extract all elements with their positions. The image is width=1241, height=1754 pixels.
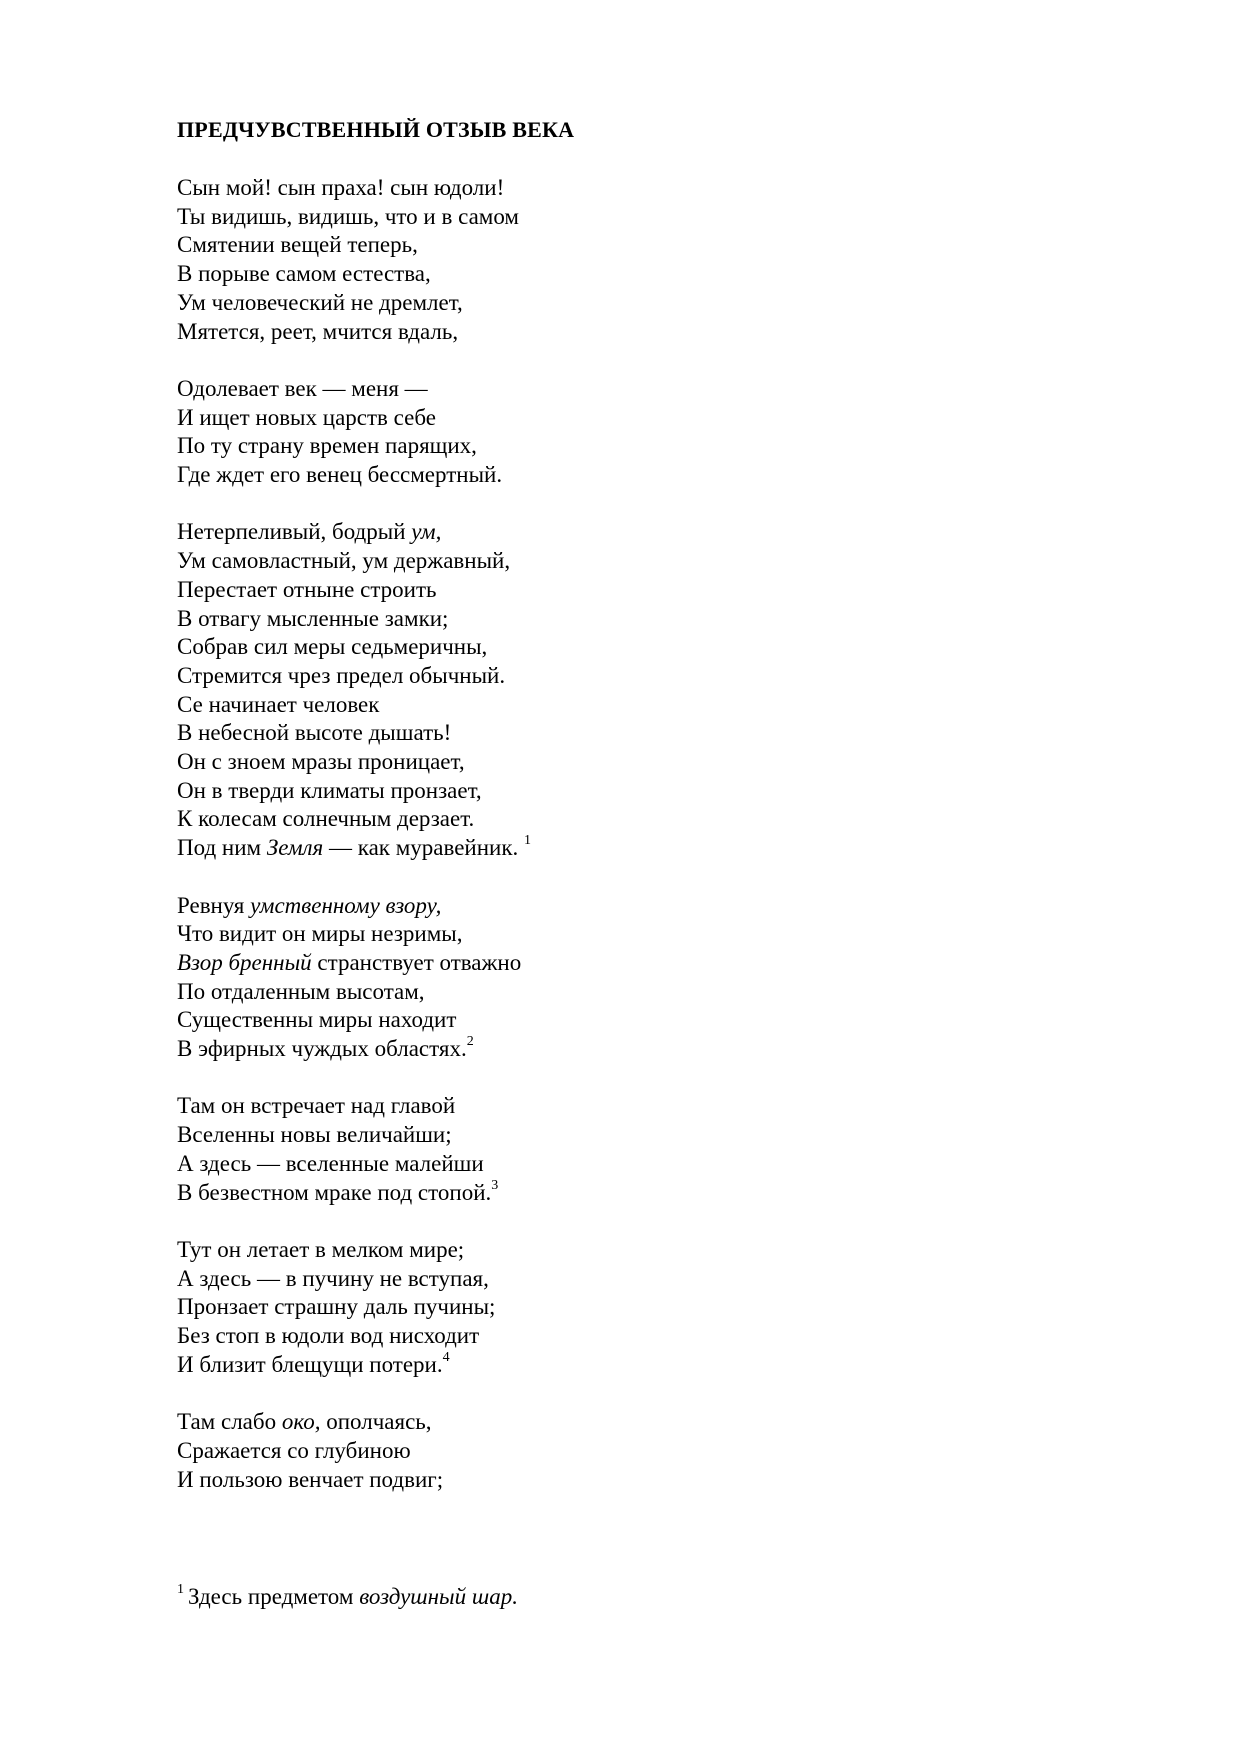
poem-line [177,174,997,203]
line-text: В отвагу мысленные замки; [177,605,449,631]
stanza [177,892,997,1064]
line-text: По отдаленным высотам, [177,978,425,1004]
footnote-ref: 4 [442,1349,450,1365]
italic-text: ум, [411,519,442,545]
poem-line [177,518,997,547]
line-text: Там слабо [177,1409,282,1435]
footnote-marker: 1 [177,1582,184,1597]
line-text: Ум человеческий не дремлет, [177,289,463,315]
poem-line [177,1035,997,1064]
poem-line [177,1437,997,1466]
stanza [177,174,997,346]
footnote [177,1584,518,1610]
poem-line [177,662,997,691]
line-text: А здесь — вселенные малейши [177,1150,484,1176]
line-text: Что видит он миры незримы, [177,921,463,947]
line-text: Тут он летает в мелком мире; [177,1236,465,1262]
poem-line [177,260,997,289]
poem-line [177,375,997,404]
line-text: Ревнуя [177,892,251,918]
line-text: В небесной высоте дышать! [177,720,452,746]
line-text: И пользою венчает подвиг; [177,1466,444,1492]
line-text: Где ждет его венец бессмертный. [177,462,503,488]
stanza [177,518,997,862]
poem-line [177,203,997,232]
poem-line [177,432,997,461]
stanza [177,375,997,490]
poem-line [177,1006,997,1035]
poem-line [177,1466,997,1495]
poem-line [177,920,997,949]
footnote-ref: 3 [491,1177,499,1193]
footnote-ref: 1 [524,833,532,849]
line-text: А здесь — в пучину не вступая, [177,1265,489,1291]
stanza [177,1236,997,1380]
poem-line [177,404,997,433]
line-text: — как муравейник. [323,835,525,861]
stanza [177,1408,997,1494]
poem-line [177,1322,997,1351]
poem-line [177,719,997,748]
line-text: Существенны миры находит [177,1007,457,1033]
italic-text: Земля [266,835,324,861]
poem-line [177,1351,997,1380]
line-text: Вселенны новы величайши; [177,1122,452,1148]
poem-line [177,777,997,806]
stanza [177,1092,997,1207]
poem-line [177,633,997,662]
poem-line [177,892,997,921]
footnote-text: Здесь предметом [188,1584,360,1609]
poem-line [177,1121,997,1150]
poem-line [177,805,997,834]
line-text: странствует отважно [311,949,522,975]
poem-line [177,1150,997,1179]
line-text: Сын мой! сын праха! сын юдоли! [177,175,505,200]
line-text: По ту страну времен парящих, [177,433,477,459]
poem-line [177,461,997,490]
line-text: И ищет новых царств себе [177,404,436,430]
footnote-ref: 2 [466,1034,474,1050]
line-text: Одолевает век — меня — [177,375,428,401]
line-text: И близит блещущи потери. [177,1351,443,1377]
poem-line [177,1293,997,1322]
line-text: Собрав сил меры седьмеричны, [177,634,488,660]
line-text: Там он встречает над главой [177,1093,456,1119]
poem-line [177,748,997,777]
poem-line [177,1092,997,1121]
poem-line [177,978,997,1007]
line-text: Смятении вещей теперь, [177,232,418,258]
poem-line [177,605,997,634]
line-text: Под ним [177,835,267,861]
line-text: Нетерпеливый, бодрый [177,519,412,545]
line-text: В эфирных чуждых областях. [177,1036,467,1062]
italic-text: Взор бренный [177,949,312,975]
poem-line [177,949,997,978]
line-text: Он с зноем мразы проницает, [177,749,465,775]
line-text: ополчаясь, [320,1409,432,1435]
line-text: Пронзает страшну даль пучины; [177,1294,496,1320]
line-text: Ум самовластный, ум державный, [177,548,511,574]
line-text: Перестает отныне строить [177,576,437,602]
line-text: Мятется, реет, мчится вдаль, [177,318,459,344]
line-text: Ты видишь, видишь, что и в самом [177,203,519,229]
poem-body [177,174,997,1523]
poem-title: ПРЕДЧУВСТВЕННЫЙ ОТЗЫВ ВЕКА [177,117,575,142]
footnote-italic-text: воздушный шар. [359,1584,518,1609]
line-text: Стремится чрез предел обычный. [177,662,506,688]
poem-line [177,318,997,347]
poem-line [177,1408,997,1437]
poem-line [177,1179,997,1208]
line-text: Без стоп в юдоли вод нисходит [177,1323,480,1349]
poem-line [177,691,997,720]
italic-text: умственному взору, [250,892,442,918]
poem-line [177,576,997,605]
poem-line [177,1236,997,1265]
poem-line [177,1265,997,1294]
line-text: В безвестном мраке под стопой. [177,1179,492,1205]
poem-line [177,231,997,260]
line-text: Сражается со глубиною [177,1437,411,1463]
poem-line [177,289,997,318]
line-text: Он в тверди климаты пронзает, [177,777,482,803]
line-text: В порыве самом естества, [177,261,431,287]
poem-line [177,547,997,576]
line-text: Се начинает человек [177,691,380,717]
line-text: К колесам солнечным дерзает. [177,806,475,832]
poem-line [177,834,997,863]
italic-text: око, [281,1409,321,1435]
